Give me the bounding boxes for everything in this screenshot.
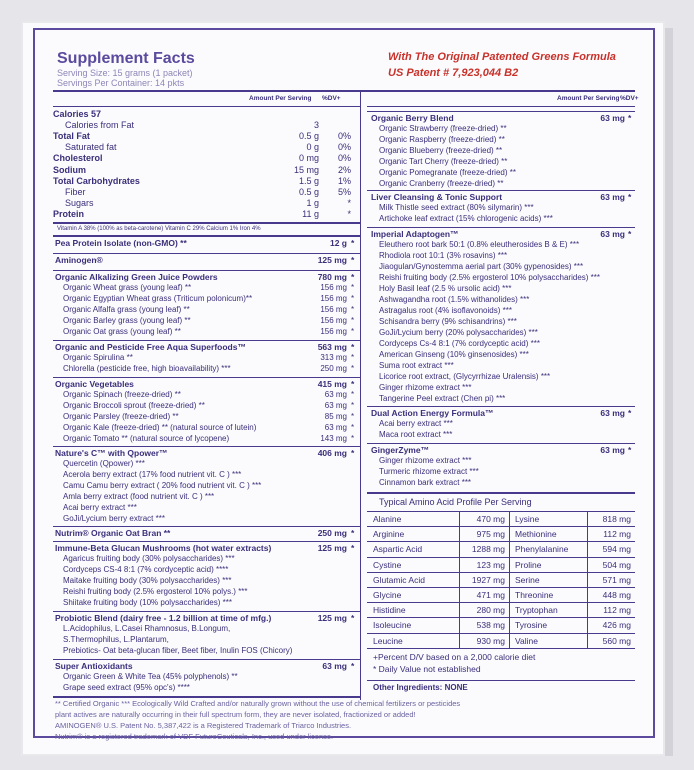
blend-heading: GingerZyme™ bbox=[371, 445, 430, 455]
ingredient-line: Amla berry extract (food nutrient vit. C ) *** bbox=[63, 492, 215, 501]
ingredient-amount: 63 mg bbox=[324, 390, 347, 399]
amino-name: Histidine bbox=[373, 605, 406, 616]
ingredient-line: Chlorella (pesticide free, high bioavailability) *** bbox=[63, 364, 231, 373]
amino-amount: 280 mg bbox=[476, 605, 505, 616]
amino-column-rule bbox=[509, 511, 510, 648]
nutrition-amount: 11 g bbox=[302, 208, 319, 219]
nutrition-name: Calories from Fat bbox=[65, 120, 135, 131]
nutrition-name: Calories 57 bbox=[53, 109, 102, 119]
ingredient-dv: * bbox=[351, 448, 355, 458]
ingredient-dv: * bbox=[628, 408, 632, 418]
amino-rule bbox=[367, 648, 635, 649]
footnote-line: ** Certified Organic *** Ecologically Wild Crafted and/or naturally grown without the use of chemical fertilizers or pesticides bbox=[55, 699, 461, 708]
blend-heading: Pea Protein Isolate (non-GMO) ** bbox=[55, 238, 187, 248]
section-rule bbox=[53, 446, 360, 447]
amino-name: Serine bbox=[515, 574, 540, 585]
amino-amount: 448 mg bbox=[602, 590, 631, 600]
ingredient-line: Holy Basil leaf (2.5 % ursolic acid) *** bbox=[379, 284, 512, 293]
ingredient-line: Organic Blueberry (freeze-dried) ** bbox=[379, 146, 503, 155]
ingredient-amount: 63 mg bbox=[600, 408, 625, 418]
amino-name: Methionine bbox=[515, 529, 557, 540]
amino-rule bbox=[367, 526, 635, 527]
amino-name: Cystine bbox=[373, 559, 402, 570]
ingredient-dv: * bbox=[628, 192, 632, 202]
section-rule bbox=[53, 611, 360, 612]
amino-amount: 818 mg bbox=[602, 514, 631, 524]
section-rule bbox=[53, 236, 360, 237]
nutrition-dv: 0% bbox=[337, 131, 351, 142]
ingredient-dv: * bbox=[351, 364, 355, 373]
ingredient-line: Agaricus fruiting body (30% polysaccharides) *** bbox=[63, 554, 235, 563]
ingredient-line: Organic Tomato ** (natural source of lycopene) bbox=[63, 434, 230, 443]
ingredient-line: S.Thermophilus, L.Plantarum, bbox=[63, 635, 169, 644]
ingredient-line: Ginger rhizome extract *** bbox=[379, 456, 472, 465]
section-rule bbox=[53, 340, 360, 341]
amino-amount: 470 mg bbox=[476, 514, 505, 524]
amino-column-rule bbox=[587, 511, 588, 648]
amino-name: Tryptophan bbox=[515, 605, 558, 616]
ingredient-line: Organic Kale (freeze-dried) ** (natural source of lutein) bbox=[63, 423, 257, 432]
ingredient-dv: * bbox=[351, 294, 355, 303]
amino-rule bbox=[367, 541, 635, 542]
amino-amount: 112 mg bbox=[603, 529, 631, 540]
servings-per-container: Servings Per Container: 14 pkts bbox=[57, 78, 185, 88]
promo-line-1: With The Original Patented Greens Formula bbox=[388, 51, 616, 63]
nutrition-amount: 0.5 g bbox=[298, 186, 319, 197]
ingredient-line: Cordyceps Cs-4 8:1 (7% cordyceptic acid) *** bbox=[379, 339, 540, 348]
section-rule bbox=[367, 227, 635, 228]
blend-heading: Super Antioxidants bbox=[55, 661, 133, 671]
nutrition-name: Fiber bbox=[65, 186, 86, 197]
ingredient-amount: 250 mg bbox=[320, 364, 347, 373]
ingredient-dv: * bbox=[628, 229, 632, 239]
blend-heading: Probiotic Blend (dairy free - 1.2 billion at time of mfg.) bbox=[55, 613, 272, 623]
amino-name: Glutamic Acid bbox=[373, 574, 425, 585]
section-rule bbox=[53, 270, 360, 271]
dv-header-right: %DV+ bbox=[620, 95, 639, 102]
ingredient-dv: * bbox=[351, 401, 355, 410]
ingredient-line: Rhodiola root 10:1 (3% rosavins) *** bbox=[379, 251, 508, 260]
ingredient-line: Schisandra berry (9% schisandrins) *** bbox=[379, 317, 517, 326]
ingredient-dv: * bbox=[351, 434, 355, 443]
amino-rule bbox=[367, 511, 635, 512]
amino-rule bbox=[367, 633, 635, 634]
section-rule bbox=[367, 443, 635, 444]
daily-value-note: * Daily Value not established bbox=[373, 664, 481, 674]
nutrition-dv: 2% bbox=[337, 164, 351, 175]
ingredient-amount: 63 mg bbox=[600, 229, 625, 239]
nutrition-name: Sodium bbox=[53, 164, 86, 175]
amino-rule bbox=[367, 602, 635, 603]
nutrition-amount: 0.5 g bbox=[298, 131, 319, 142]
ingredient-line: L.Acidophilus, L.Casei Rhamnosus, B.Longum, bbox=[63, 624, 231, 633]
blend-heading: Liver Cleansing & Tonic Support bbox=[371, 192, 503, 202]
amino-amount: 560 mg bbox=[602, 635, 631, 646]
ingredient-dv: * bbox=[351, 305, 355, 314]
ingredient-dv: * bbox=[351, 272, 355, 282]
blend-heading: Imperial Adaptogen™ bbox=[371, 229, 459, 239]
ingredient-line: GoJi/Lycium berry (20% polysaccharides) *** bbox=[379, 328, 538, 337]
ingredient-line: Astragalus root (4% isoflavonoids) *** bbox=[379, 306, 512, 315]
ingredient-amount: 563 mg bbox=[317, 342, 347, 352]
ingredient-line: GoJi/Lycium berry extract *** bbox=[63, 514, 165, 523]
ingredient-line: Grape seed extract (95% opc's) **** bbox=[63, 683, 190, 692]
amino-column-rule bbox=[459, 511, 460, 648]
blend-heading: Organic Alkalizing Green Juice Powders bbox=[55, 272, 218, 282]
amino-amount: 123 mg bbox=[476, 559, 505, 570]
nutrition-name: Total Carbohydrates bbox=[53, 175, 140, 186]
ingredient-amount: 63 mg bbox=[600, 192, 625, 202]
ingredient-dv: * bbox=[351, 543, 355, 553]
amino-name: Leucine bbox=[373, 635, 403, 646]
ingredient-dv: * bbox=[351, 613, 355, 623]
ingredient-line: Tangerine Peel extract (Chen pi) *** bbox=[379, 394, 506, 403]
ingredient-dv: * bbox=[351, 412, 355, 421]
ingredient-dv: * bbox=[351, 353, 355, 362]
blend-heading: Immune-Beta Glucan Mushrooms (hot water extracts) bbox=[55, 543, 272, 553]
ingredient-line: Organic Egyptian Wheat grass (Triticum polonicum)** bbox=[63, 294, 253, 303]
nutrition-name: Total Fat bbox=[53, 131, 90, 142]
nutrition-amount: 15 mg bbox=[293, 164, 319, 175]
amino-rule bbox=[367, 587, 635, 588]
section-rule bbox=[53, 541, 360, 542]
nutrition-dv: * bbox=[347, 197, 351, 208]
ingredient-dv: * bbox=[351, 423, 355, 432]
amino-name: Tyrosine bbox=[515, 620, 548, 631]
amino-name: Proline bbox=[515, 559, 542, 570]
ingredient-amount: 125 mg bbox=[317, 613, 347, 623]
ingredient-line: Organic Wheat grass (young leaf) ** bbox=[63, 283, 192, 292]
blend-heading: Organic Berry Blend bbox=[371, 113, 454, 123]
ingredient-line: Reishi fruiting body (2.5% ergosterol 10% polys.) *** bbox=[63, 587, 248, 596]
right-header-rule bbox=[367, 106, 635, 107]
ingredient-line: Organic Pomegranate (freeze-dried) ** bbox=[379, 168, 516, 177]
section-rule bbox=[367, 190, 635, 191]
ingredient-line: Organic Spirulina ** bbox=[63, 353, 133, 362]
nutrition-dv: 1% bbox=[337, 175, 351, 186]
amino-amount: 471 mg bbox=[476, 590, 505, 600]
ingredient-line: Maitake fruiting body (30% polysaccharides) *** bbox=[63, 576, 232, 585]
blend-heading: Nutrim® Organic Oat Bran ** bbox=[55, 528, 171, 538]
ingredient-amount: 313 mg bbox=[320, 353, 347, 362]
amino-amount: 1288 mg bbox=[471, 544, 505, 555]
nutrition-amount: 1 g bbox=[306, 197, 319, 208]
amino-name: Lysine bbox=[515, 514, 540, 524]
ingredient-amount: 63 mg bbox=[324, 401, 347, 410]
ingredient-dv: * bbox=[628, 113, 632, 123]
section-rule bbox=[367, 111, 635, 112]
ingredient-line: Organic Green & White Tea (45% polyphenols) ** bbox=[63, 672, 238, 681]
blend-heading: Nature's C™ with Qpower™ bbox=[55, 448, 168, 458]
amino-name: Valine bbox=[515, 635, 538, 646]
amino-amount: 571 mg bbox=[602, 574, 631, 585]
nutrition-dv: 5% bbox=[337, 186, 351, 197]
section-rule bbox=[53, 377, 360, 378]
amino-amount: 930 mg bbox=[476, 635, 505, 646]
amino-rule bbox=[367, 557, 635, 558]
ingredient-amount: 156 mg bbox=[320, 305, 347, 314]
ingredient-amount: 250 mg bbox=[317, 528, 347, 538]
amino-name: Arginine bbox=[373, 529, 405, 540]
amino-amount: 112 mg bbox=[603, 605, 631, 616]
amount-header-right: Amount Per Serving bbox=[557, 95, 620, 102]
ingredient-line: Shiitake fruiting body (10% polysaccharides) *** bbox=[63, 598, 232, 607]
ingredient-line: Camu Camu berry extract ( 20% food nutrient vit. C ) *** bbox=[63, 481, 262, 490]
percent-dv-note: +Percent D/V based on a 2,000 calorie diet bbox=[373, 652, 536, 662]
nutrition-name: Sugars bbox=[65, 197, 94, 208]
ingredient-line: Jiaogulan/Gynostemma aerial part (30% gypenosides) *** bbox=[379, 262, 584, 271]
blend-heading: Dual Action Energy Formula™ bbox=[371, 408, 494, 418]
promo-line-2: US Patent # 7,923,044 B2 bbox=[388, 67, 519, 79]
ingredient-amount: 63 mg bbox=[324, 423, 347, 432]
amino-name: Threonine bbox=[515, 590, 554, 600]
nutrition-amount: 0 g bbox=[306, 142, 319, 153]
vitamins-line: Vitamin A 38% (100% as beta-carotene) Vitamin C 29% Calcium 1% Iron 4% bbox=[57, 226, 261, 232]
ingredient-dv: * bbox=[351, 255, 355, 265]
ingredient-amount: 63 mg bbox=[322, 661, 347, 671]
amino-name: Alanine bbox=[373, 514, 402, 524]
nutrition-amount: 0 mg bbox=[298, 153, 319, 164]
footnote-line: Nutrim® is a registered trademark of VDF FutureCeuticals, Inc., used under license. bbox=[55, 732, 334, 741]
ingredient-line: Milk Thistle seed extract (80% silymarin) *** bbox=[379, 203, 534, 212]
amino-name: Isoleucine bbox=[373, 620, 412, 631]
nutrition-amount: 3 bbox=[313, 120, 319, 131]
supplement-facts-label bbox=[33, 28, 655, 741]
box-side-shadow bbox=[665, 28, 673, 756]
ingredient-amount: 12 g bbox=[329, 238, 347, 248]
ingredient-dv: * bbox=[351, 327, 355, 336]
ingredient-line: Organic Tart Cherry (freeze-dried) ** bbox=[379, 157, 508, 166]
ingredient-amount: 125 mg bbox=[317, 255, 347, 265]
column-divider bbox=[360, 90, 361, 700]
amino-top-rule bbox=[367, 492, 635, 494]
ingredient-dv: * bbox=[351, 379, 355, 389]
ingredient-amount: 156 mg bbox=[320, 283, 347, 292]
left-top-rule bbox=[53, 90, 367, 92]
ingredient-line: Organic Parsley (freeze-dried) ** bbox=[63, 412, 179, 421]
amino-amount: 594 mg bbox=[602, 544, 631, 555]
ingredient-line: Organic Raspberry (freeze-dried) ** bbox=[379, 135, 505, 144]
ingredient-dv: * bbox=[351, 661, 355, 671]
ingredient-line: Organic Alfalfa grass (young leaf) ** bbox=[63, 305, 190, 314]
ingredient-line: Acerola berry extract (17% food nutrient vit. C ) *** bbox=[63, 470, 242, 479]
nutrition-name: Saturated fat bbox=[65, 142, 117, 153]
amino-amount: 975 mg bbox=[476, 529, 505, 540]
amino-title: Typical Amino Acid Profile Per Serving bbox=[379, 497, 532, 507]
right-top-rule bbox=[367, 90, 635, 92]
amino-amount: 538 mg bbox=[476, 620, 505, 631]
blend-heading: Organic and Pesticide Free Aqua Superfoods™ bbox=[55, 342, 246, 352]
nutrition-name: Cholesterol bbox=[53, 153, 103, 164]
left-bottom-rule bbox=[53, 696, 360, 698]
ingredient-dv: * bbox=[351, 283, 355, 292]
section-rule bbox=[53, 526, 360, 527]
ingredient-line: Maca root extract *** bbox=[379, 430, 453, 439]
footnote-line: AMINOGEN® U.S. Patent No. 5,387,422 is a Registered Trademark of Triarco Industries. bbox=[55, 721, 352, 730]
ingredient-amount: 85 mg bbox=[324, 412, 347, 421]
ingredient-dv: * bbox=[351, 528, 355, 538]
ingredient-line: Organic Strawberry (freeze-dried) ** bbox=[379, 124, 507, 133]
blend-heading: Aminogen® bbox=[55, 255, 103, 265]
amount-header-left: Amount Per Serving bbox=[249, 95, 312, 102]
ingredient-line: Ginger rhizome extract *** bbox=[379, 383, 472, 392]
ingredient-amount: 63 mg bbox=[600, 113, 625, 123]
ingredient-line: Organic Cranberry (freeze-dried) ** bbox=[379, 179, 504, 188]
other-ingredients: Other Ingredients: NONE bbox=[373, 683, 468, 692]
ingredient-amount: 156 mg bbox=[320, 327, 347, 336]
ingredient-line: American Ginseng (10% ginsenosides) *** bbox=[379, 350, 529, 359]
footnote-line: plant actives are naturally occurring in their full spectrum form, they are never isolated, fractionized or added! bbox=[55, 710, 416, 719]
dv-header-left: %DV+ bbox=[322, 95, 341, 102]
nutrition-amount: 1.5 g bbox=[298, 175, 319, 186]
left-header-rule bbox=[53, 106, 360, 107]
ingredient-amount: 406 mg bbox=[317, 448, 347, 458]
ingredient-line: Acai berry extract *** bbox=[379, 419, 453, 428]
ingredient-amount: 143 mg bbox=[320, 434, 347, 443]
amino-amount: 1927 mg bbox=[471, 574, 505, 585]
ingredient-amount: 156 mg bbox=[320, 316, 347, 325]
ingredient-amount: 156 mg bbox=[320, 294, 347, 303]
ingredient-amount: 63 mg bbox=[600, 445, 625, 455]
ingredient-line: Turmeric rhizome extract *** bbox=[379, 467, 479, 476]
amino-rule bbox=[367, 572, 635, 573]
ingredient-dv: * bbox=[628, 445, 632, 455]
amino-name: Phenylalanine bbox=[515, 544, 569, 555]
ingredient-dv: * bbox=[351, 238, 355, 248]
section-rule bbox=[53, 253, 360, 254]
nutrition-dv: 0% bbox=[337, 153, 351, 164]
vitamins-top-rule bbox=[53, 222, 360, 224]
section-rule bbox=[53, 659, 360, 660]
ingredient-line: Suma root extract *** bbox=[379, 361, 454, 370]
ingredient-amount: 780 mg bbox=[317, 272, 347, 282]
ingredient-amount: 125 mg bbox=[317, 543, 347, 553]
ingredient-line: Artichoke leaf extract (15% chlorogenic acids) *** bbox=[379, 214, 553, 223]
ingredient-line: Organic Broccoli sprout (freeze-dried) ** bbox=[63, 401, 205, 410]
ingredient-line: Eleuthero root bark 50:1 (0.8% eleutherosides B & E) *** bbox=[379, 240, 580, 249]
ingredient-dv: * bbox=[351, 342, 355, 352]
serving-size: Serving Size: 15 grams (1 packet) bbox=[57, 68, 193, 78]
amino-rule bbox=[367, 617, 635, 618]
ingredient-line: Acai berry extract *** bbox=[63, 503, 137, 512]
blend-heading: Organic Vegetables bbox=[55, 379, 134, 389]
ingredient-line: Quercetin (Qpower) *** bbox=[63, 459, 145, 468]
amino-amount: 426 mg bbox=[602, 620, 631, 631]
ingredient-line: Cordyceps CS-4 8:1 (7% cordyceptic acid) **** bbox=[63, 565, 229, 574]
ingredient-line: Ashwagandha root (1.5% withanolides) *** bbox=[379, 295, 530, 304]
amino-name: Glycine bbox=[373, 590, 402, 600]
ingredient-line: Cinnamon bark extract *** bbox=[379, 478, 472, 487]
facts-title: Supplement Facts bbox=[57, 50, 195, 67]
amino-name: Aspartic Acid bbox=[373, 544, 423, 555]
ingredient-line: Organic Barley grass (young leaf) ** bbox=[63, 316, 191, 325]
nutrition-name: Protein bbox=[53, 208, 85, 219]
ingredient-line: Organic Spinach (freeze-dried) ** bbox=[63, 390, 181, 399]
ingredient-line: Licorice root extract, (Glycyrrhizae Uralensis) *** bbox=[379, 372, 551, 381]
ingredient-line: Reishi fruiting body (2.5% ergosterol 10% polysaccharides) *** bbox=[379, 273, 600, 282]
ingredient-line: Prebiotics- Oat beta-glucan fiber, Beet fiber, Inulin FOS (Chicory) bbox=[63, 646, 293, 655]
ingredient-amount: 415 mg bbox=[317, 379, 347, 389]
section-rule bbox=[367, 406, 635, 407]
ingredient-dv: * bbox=[351, 390, 355, 399]
amino-amount: 504 mg bbox=[602, 559, 631, 570]
nutrition-dv: 0% bbox=[337, 142, 351, 153]
ingredient-dv: * bbox=[351, 316, 355, 325]
ingredient-line: Organic Oat grass (young leaf) ** bbox=[63, 327, 181, 336]
other-ingredients-rule bbox=[367, 680, 635, 681]
nutrition-dv: * bbox=[347, 208, 351, 219]
